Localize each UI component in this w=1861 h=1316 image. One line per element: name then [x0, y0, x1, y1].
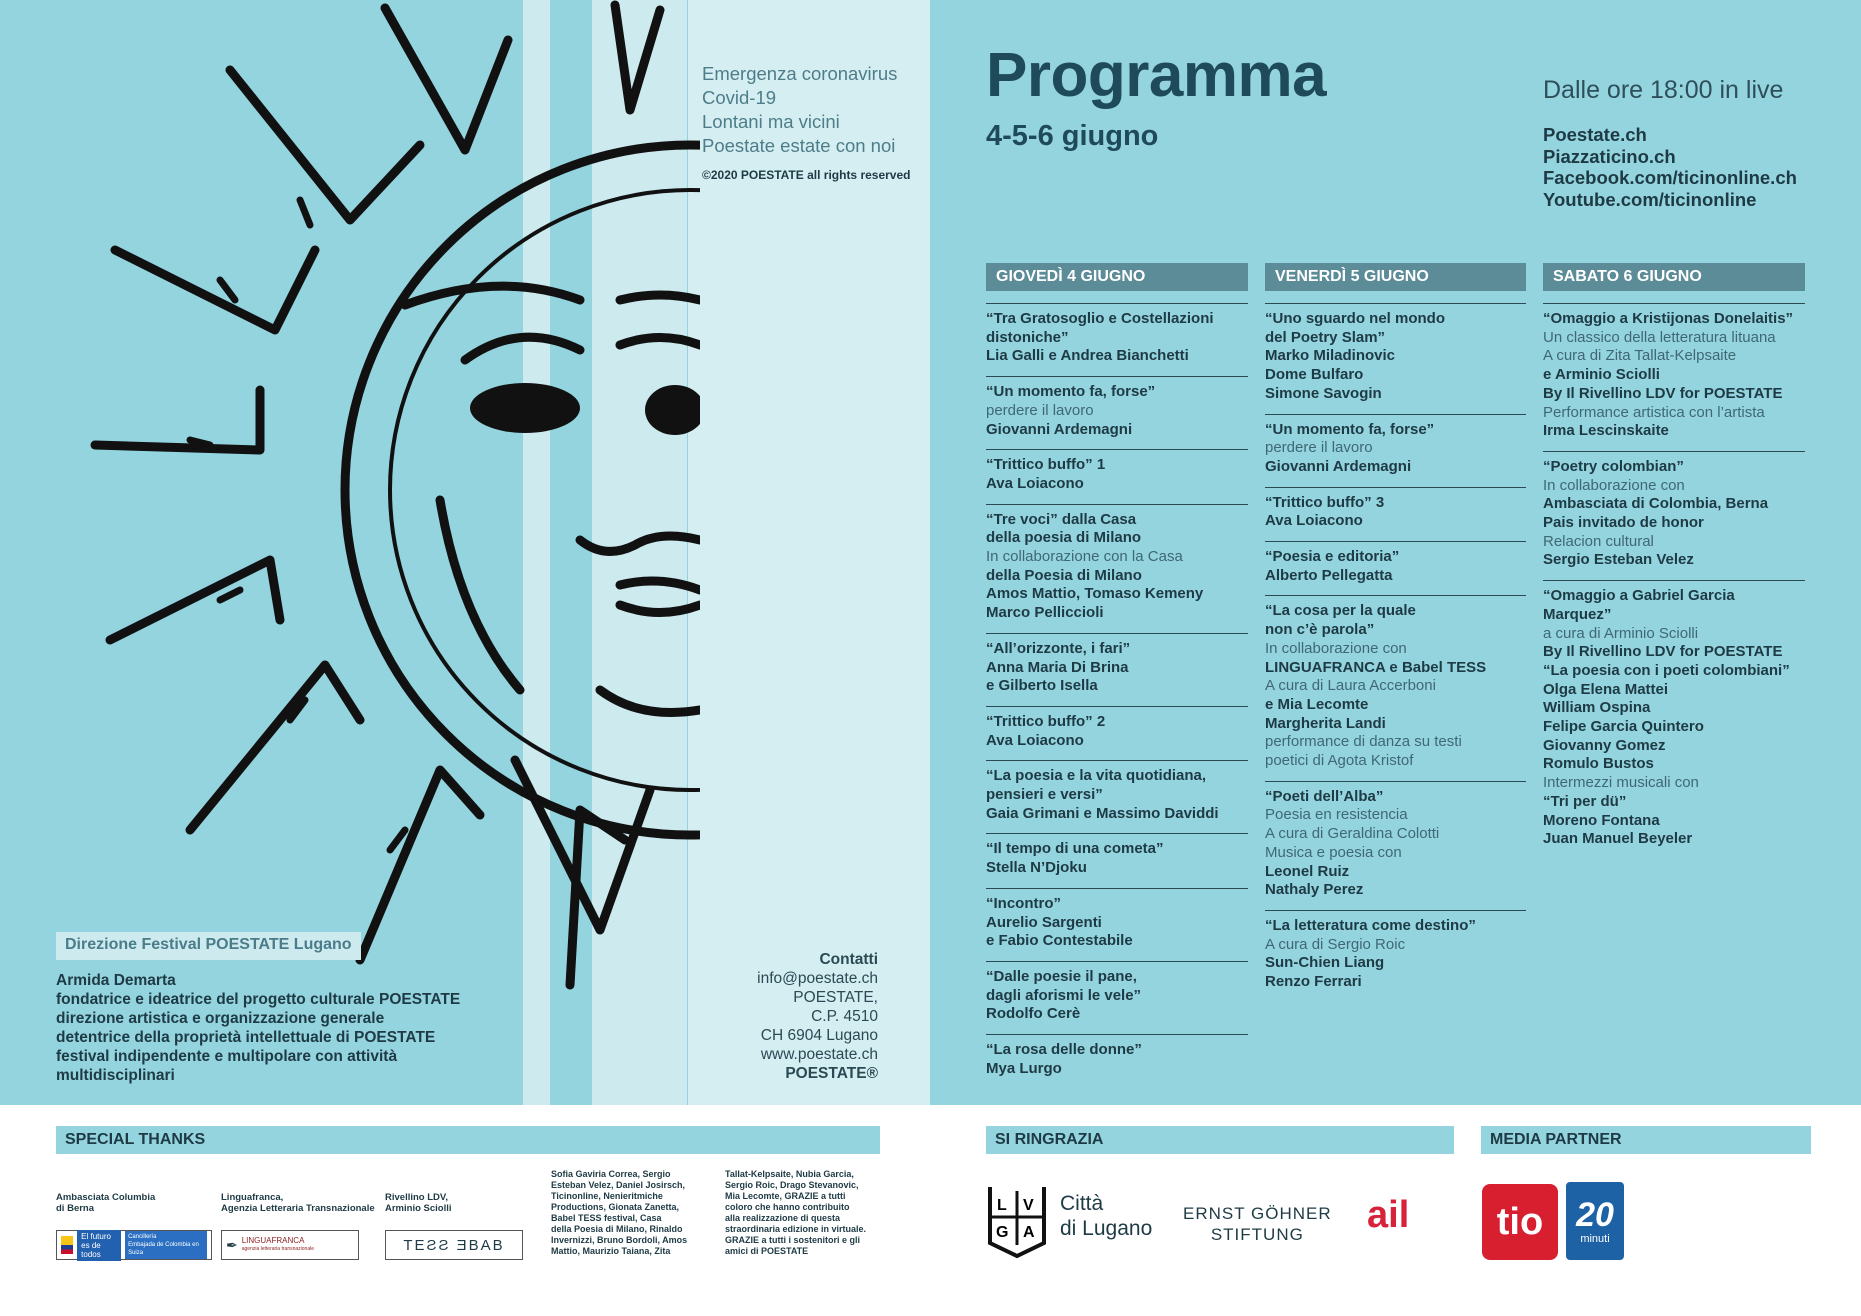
- media-partner-heading: MEDIA PARTNER: [1481, 1126, 1811, 1154]
- event-line: Ava Loiacono: [1265, 512, 1363, 530]
- sponsor-label-colombia: Ambasciata Columbia di Berna: [56, 1192, 156, 1214]
- contact-brand: POESTATE®: [785, 1065, 878, 1082]
- sun-illustration: [60, 0, 700, 990]
- tio-logo: tio: [1482, 1184, 1558, 1260]
- special-thanks-heading: SPECIAL THANKS: [56, 1126, 880, 1154]
- event-line: William Ospina: [1543, 699, 1651, 717]
- event-line: pensieri e versi”: [986, 786, 1103, 804]
- day-column-saturday: [1543, 263, 1805, 849]
- thanks-text-2: Tallat-Kelpsaite, Nubia Garcia, Sergio Roic, Drago Stevanovic, Mia Lecomte, GRAZIE a tutti coloro che hanno contribuito alla realizzazione di questa straordinaria edizione in virtuale. GRAZIE a tutti i sostenitori e gli amici di POESTATE: [725, 1169, 867, 1256]
- program-event: [1265, 487, 1526, 531]
- lvga-letter: G: [996, 1224, 1009, 1241]
- event-line: “All’orizzonte, i fari”: [986, 639, 1131, 657]
- lvga-letter: A: [1023, 1224, 1035, 1241]
- event-line: Ava Loiacono: [986, 731, 1084, 749]
- event-line: “La cosa per la quale: [1265, 602, 1416, 620]
- event-line: “Un momento fa, forse”: [1265, 420, 1435, 438]
- live-time: Dalle ore 18:00 in live: [1543, 76, 1784, 104]
- program-event: [986, 760, 1248, 823]
- day-column-thursday: [986, 263, 1248, 1079]
- event-line: “La poesia e la vita quotidiana,: [986, 767, 1207, 785]
- event-line: LINGUAFRANCA e Babel TESS: [1265, 658, 1487, 676]
- event-line: “Uno sguardo nel mondo: [1265, 310, 1445, 327]
- notice-line: Poestate estate con noi: [702, 135, 896, 156]
- copyright: ©2020 POESTATE all rights reserved: [702, 168, 911, 182]
- program-event: [986, 961, 1248, 1024]
- event-line: “La poesia con i poeti colombiani”: [1543, 661, 1790, 679]
- lvga-logo: [986, 1183, 1048, 1259]
- link[interactable]: Poestate.ch: [1543, 124, 1647, 145]
- event-line: Un classico della letteratura lituana: [1543, 328, 1776, 346]
- event-line: In collaborazione con: [1265, 639, 1407, 657]
- link[interactable]: Youtube.com/ticinonline: [1543, 188, 1757, 210]
- event-line: e Gilberto Isella: [986, 677, 1098, 695]
- contacts: [700, 950, 878, 1083]
- event-line: dagli aforismi le vele”: [986, 986, 1142, 1004]
- event-line: Lia Galli e Andrea Bianchetti: [986, 347, 1189, 365]
- notice-line: Emergenza coronavirus: [702, 63, 898, 84]
- event-line: Olga Elena Mattei: [1543, 680, 1669, 698]
- event-line: e Mia Lecomte: [1265, 695, 1369, 713]
- event-line: del Poetry Slam”: [1265, 328, 1386, 346]
- thanks-text-1: Sofia Gaviria Correa, Sergio Esteban Velez, Daniel Josirsch, Ticinonline, Nenieritmiche Productions, Gionata Zanetta, Babel TESS festival, Casa della Poesia di Milano, Rinaldo Invernizzi, Bruno Bordoli, Amos Mattio, Maurizio Taiana, Zita: [551, 1169, 688, 1256]
- event-line: “Poesia e editoria”: [1265, 548, 1400, 566]
- event-line: Giovanni Ardemagni: [986, 420, 1133, 438]
- event-line: Rodolfo Cerè: [986, 1005, 1081, 1023]
- notice-line: Covid-19: [702, 87, 777, 108]
- event-line: “Omaggio a Kristijonas Donelaitis”: [1543, 310, 1794, 327]
- event-line: Ava Loiacono: [986, 474, 1084, 492]
- event-line: “Incontro”: [986, 894, 1061, 912]
- citta-di-lugano: Città di Lugano: [1060, 1192, 1153, 1240]
- direction-line: direzione artistica e organizzazione generale: [56, 1010, 385, 1027]
- event-line: Moreno Fontana: [1543, 811, 1660, 829]
- quill-icon: ✒: [226, 1236, 238, 1253]
- day-header: SABATO 6 GIUGNO: [1543, 263, 1805, 291]
- event-line: Stella N’Djoku: [986, 859, 1087, 877]
- page-title: Programma: [986, 41, 1327, 110]
- event-line: In collaborazione con la Casa: [986, 548, 1183, 566]
- event-line: Dome Bulfaro: [1265, 366, 1364, 384]
- event-line: Renzo Ferrari: [1265, 973, 1362, 991]
- event-line: Sergio Esteban Velez: [1543, 551, 1694, 569]
- event-line: Aurelio Sargenti: [986, 913, 1102, 931]
- direction-label: Direzione Festival POESTATE Lugano: [56, 932, 361, 960]
- event-line: perdere il lavoro: [986, 401, 1094, 419]
- event-line: Giovanny Gomez: [1543, 736, 1666, 754]
- event-line: Relacion cultural: [1543, 532, 1654, 550]
- event-line: Margherita Landi: [1265, 714, 1386, 732]
- event-line: By Il Rivellino LDV for POESTATE: [1543, 384, 1783, 402]
- 20-minuti-logo: 20 minuti: [1566, 1182, 1624, 1260]
- event-line: performance di danza su testi: [1265, 733, 1462, 751]
- festival-dates: 4-5-6 giugno: [986, 120, 1159, 152]
- event-line: Ambasciata di Colombia, Berna: [1543, 495, 1769, 513]
- program-event: [986, 633, 1248, 696]
- contact-website[interactable]: www.poestate.ch: [760, 1046, 878, 1063]
- program-event: [986, 1034, 1248, 1078]
- event-line: e Fabio Contestabile: [986, 932, 1133, 950]
- direction-line: fondatrice e ideatrice del progetto culturale POESTATE: [56, 991, 461, 1008]
- event-line: “Tra Gratosoglio e Costellazioni: [986, 310, 1214, 327]
- event-line: Gaia Grimani e Massimo Daviddi: [986, 804, 1219, 822]
- program-event: [986, 706, 1248, 750]
- program-event: [1265, 303, 1526, 404]
- day-header: GIOVEDÌ 4 GIUGNO: [986, 263, 1248, 291]
- contact-line: POESTATE,: [793, 989, 878, 1006]
- event-line: Leonel Ruiz: [1265, 862, 1350, 880]
- program-event: [986, 303, 1248, 366]
- event-line: “Trittico buffo” 2: [986, 712, 1106, 730]
- direction-line: multidisciplinari: [56, 1067, 175, 1084]
- program-event: [1265, 541, 1526, 585]
- contact-line: C.P. 4510: [811, 1008, 878, 1025]
- event-line: Felipe Garcia Quintero: [1543, 718, 1704, 736]
- event-line: perdere il lavoro: [1265, 439, 1373, 457]
- event-line: Anna Maria Di Brina: [986, 658, 1129, 676]
- event-line: della poesia di Milano: [986, 529, 1142, 547]
- event-line: non c’è parola”: [1265, 621, 1375, 639]
- ernst-gohner-stiftung: ERNST GÖHNER STIFTUNG: [1183, 1204, 1332, 1244]
- direction-line: detentrice della proprietà intellettuale di POESTATE: [56, 1029, 436, 1046]
- event-line: By Il Rivellino LDV for POESTATE: [1543, 643, 1783, 661]
- program-event: [1543, 451, 1805, 570]
- flag-icon: [61, 1236, 73, 1254]
- direction-line: festival indipendente e multipolare con attività: [56, 1048, 398, 1065]
- event-line: Marquez”: [1543, 605, 1612, 623]
- event-line: A cura di Sergio Roic: [1265, 935, 1406, 953]
- ail-logo: ail: [1367, 1194, 1410, 1236]
- program-event: [1265, 414, 1526, 477]
- event-line: A cura di Geraldina Colotti: [1265, 825, 1440, 843]
- event-line: della Poesia di Milano: [986, 566, 1142, 584]
- event-line: Poesia en resistencia: [1265, 806, 1408, 824]
- event-line: distoniche”: [986, 328, 1069, 346]
- event-line: “Omaggio a Gabriel Garcia: [1543, 587, 1735, 605]
- program-event: [986, 376, 1248, 439]
- event-line: Sun-Chien Liang: [1265, 954, 1385, 972]
- contact-line: CH 6904 Lugano: [760, 1027, 878, 1044]
- event-line: “Un momento fa, forse”: [986, 383, 1156, 401]
- program-event: [1265, 910, 1526, 992]
- event-line: “Tre voci” dalla Casa: [986, 510, 1137, 528]
- babel-tess-logo: TEƧƧ ƎBAB: [385, 1230, 523, 1260]
- lvga-letter: V: [1023, 1197, 1034, 1214]
- direction-line: Armida Demarta: [56, 972, 176, 989]
- event-line: Musica e poesia con: [1265, 843, 1402, 861]
- event-line: Romulo Bustos: [1543, 755, 1654, 773]
- event-line: In collaborazione con: [1543, 476, 1685, 494]
- event-line: “Tri per dü”: [1543, 792, 1627, 810]
- event-line: “Poetry colombian”: [1543, 457, 1684, 475]
- contacts-heading: Contatti: [819, 951, 878, 968]
- lvga-letter: L: [997, 1197, 1007, 1214]
- event-line: poetici di Agota Kristof: [1265, 752, 1414, 770]
- event-line: Irma Lescinskaite: [1543, 422, 1669, 440]
- event-line: Simone Savogin: [1265, 384, 1382, 402]
- si-ringrazia-heading: SI RINGRAZIA: [986, 1126, 1454, 1154]
- event-line: “La rosa delle donne”: [986, 1041, 1142, 1059]
- day-header: VENERDÌ 5 GIUGNO: [1265, 263, 1526, 291]
- link[interactable]: Piazzaticino.ch: [1543, 145, 1676, 167]
- emergency-notice: [702, 62, 928, 182]
- event-line: A cura di Laura Accerboni: [1265, 677, 1436, 695]
- program-event: [986, 888, 1248, 951]
- event-line: Nathaly Perez: [1265, 881, 1364, 899]
- links-list: [1543, 124, 1797, 210]
- program-event: [1265, 595, 1526, 770]
- event-line: “Dalle poesie il pane,: [986, 967, 1137, 985]
- event-line: Giovanni Ardemagni: [1265, 457, 1412, 475]
- event-line: Intermezzi musicali con: [1543, 774, 1699, 792]
- event-line: Marko Miladinovic: [1265, 347, 1396, 365]
- direction-text: [56, 971, 460, 1085]
- contact-email[interactable]: info@poestate.ch: [757, 970, 878, 987]
- program-event: [986, 504, 1248, 623]
- colombia-logo: El futuro es de todos Cancillería Embajada de Colombia en Suiza: [56, 1230, 212, 1260]
- event-line: “Trittico buffo” 3: [1265, 493, 1385, 511]
- event-line: Amos Mattio, Tomaso Kemeny: [986, 585, 1204, 603]
- day-column-friday: [1265, 263, 1526, 992]
- event-line: “La letteratura come destino”: [1265, 916, 1476, 934]
- notice-line: Lontani ma vicini: [702, 111, 840, 132]
- program-event: [1543, 580, 1805, 849]
- event-line: Alberto Pellegatta: [1265, 566, 1393, 584]
- event-line: Pais invitado de honor: [1543, 514, 1704, 532]
- program-event: [1265, 781, 1526, 900]
- event-line: Marco Pelliccioli: [986, 604, 1104, 622]
- sponsor-label-linguafranca: Linguafranca, Agenzia Letteraria Transnazionale: [221, 1192, 375, 1214]
- sponsor-label-rivellino: Rivellino LDV, Arminio Sciolli: [385, 1192, 452, 1214]
- event-line: “Trittico buffo” 1: [986, 456, 1106, 474]
- linguafranca-logo: ✒ LINGUAFRANCA agenzia letteraria transnazionale: [221, 1230, 359, 1260]
- event-line: A cura di Zita Tallat-Kelpsaite: [1543, 347, 1737, 365]
- event-line: Juan Manuel Beyeler: [1543, 830, 1693, 848]
- program-event: [986, 449, 1248, 493]
- event-line: e Arminio Sciolli: [1543, 366, 1660, 384]
- program-event: [986, 833, 1248, 877]
- link[interactable]: Facebook.com/ticinonline.ch: [1543, 167, 1797, 188]
- event-line: Mya Lurgo: [986, 1059, 1062, 1077]
- event-line: “Il tempo di una cometa”: [986, 840, 1164, 858]
- event-line: a cura di Arminio Sciolli: [1543, 624, 1699, 642]
- event-line: Performance artistica con l’artista: [1543, 403, 1765, 421]
- program-event: [1543, 303, 1805, 441]
- event-line: “Poeti dell’Alba”: [1265, 787, 1384, 805]
